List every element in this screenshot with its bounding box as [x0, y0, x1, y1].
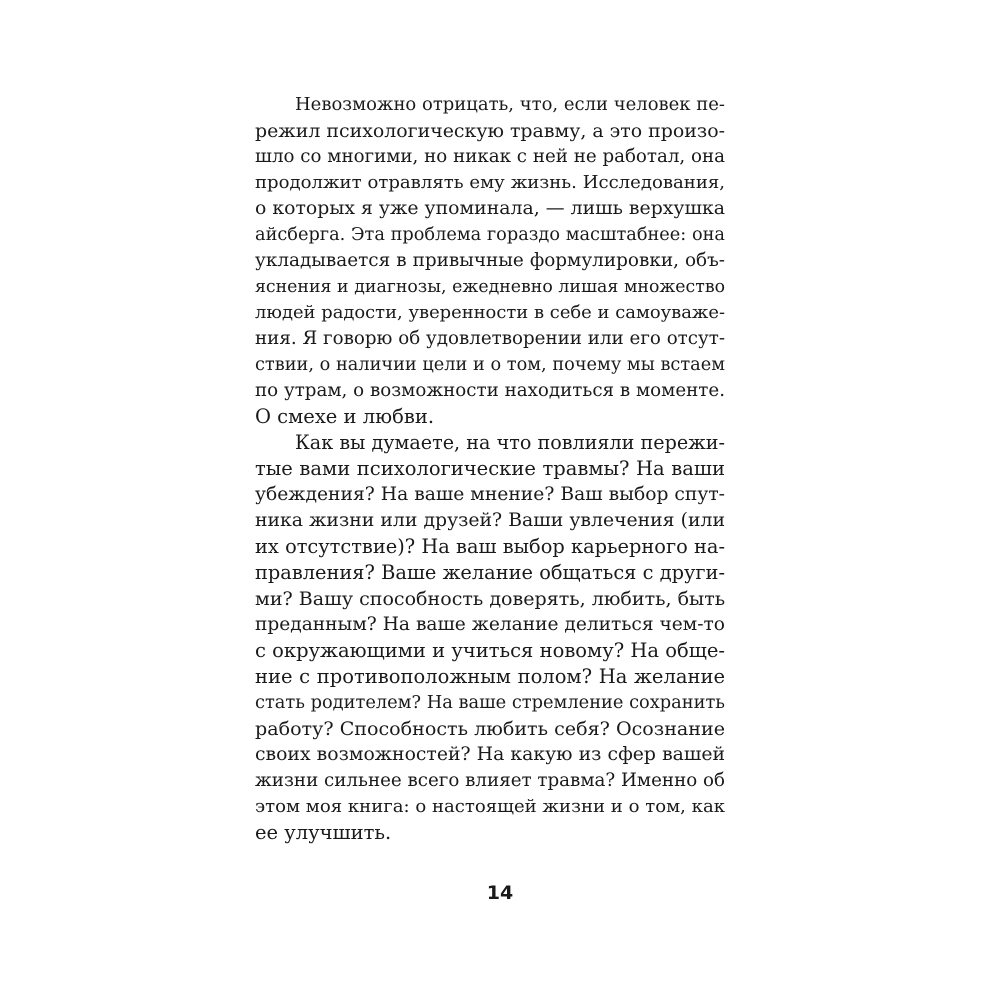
text-line: их отсутствие)? На ваш выбор карьерного на-: [255, 535, 725, 558]
text-line: яснения и диагнозы, ежедневно лишая множество: [255, 277, 725, 297]
text-line: этом моя книга: о настоящей жизни и о том, как: [255, 796, 725, 817]
text-line: убеждения? На ваше мнение? Ваш выбор спут-: [255, 484, 725, 505]
text-line: режил психологическую травму, а это произо-: [255, 120, 725, 142]
text-line: с окружающими и учиться новому? На обще-: [255, 639, 725, 662]
text-line: О смехе и любви.: [255, 405, 435, 428]
text-line: ствии, о наличии цели и о том, почему мы встаем: [255, 355, 725, 375]
text-line: работу? Способность любить себя? Осознание: [255, 717, 725, 740]
text-line: ния. Я говорю об удовлетворении или его отсут-: [255, 328, 725, 349]
text-line: ние с противоположным полом? На желание: [255, 665, 725, 688]
text-line: о которых я уже упоминала, — лишь верхушка: [255, 198, 725, 219]
text-line: продолжит отравлять ему жизнь. Исследования,: [255, 172, 725, 193]
text-line: преданным? На ваше желание делиться чем-то: [255, 614, 725, 635]
text-line: людей радости, уверенности в себе и самоуваже-: [255, 302, 725, 323]
text-line: ее улучшить.: [255, 821, 392, 844]
text-line: ника жизни или друзей? Ваши увлечения (или: [255, 510, 725, 531]
text-line: Невозможно отрицать, что, если человек пе-: [295, 94, 725, 115]
text-line: своих возможностей? На какую из сфер вашей: [255, 744, 725, 765]
text-line: Как вы думаете, на что повлияли пережи-: [295, 431, 725, 454]
text-line: шло со многими, но никак с ней не работал, она: [255, 146, 725, 167]
text-line: по утрам, о возможности находиться в моменте.: [255, 380, 725, 401]
page-number: 14: [486, 882, 514, 904]
text-line: стать родителем? На ваше стремление сохранить: [255, 692, 725, 713]
text-line: тые вами психологические травмы? На ваши: [255, 457, 725, 480]
text-line: укладывается в привычные формулировки, объ-: [255, 250, 725, 271]
text-line: правления? Ваше желание общаться с други-: [255, 561, 725, 584]
text-line: айсберга. Эта проблема гораздо масштабнее: она: [255, 225, 725, 245]
text-line: жизни сильнее всего влияет травма? Именно об: [255, 770, 725, 791]
body-text: [255, 92, 725, 846]
text-line: ми? Вашу способность доверять, любить, быть: [255, 588, 726, 610]
